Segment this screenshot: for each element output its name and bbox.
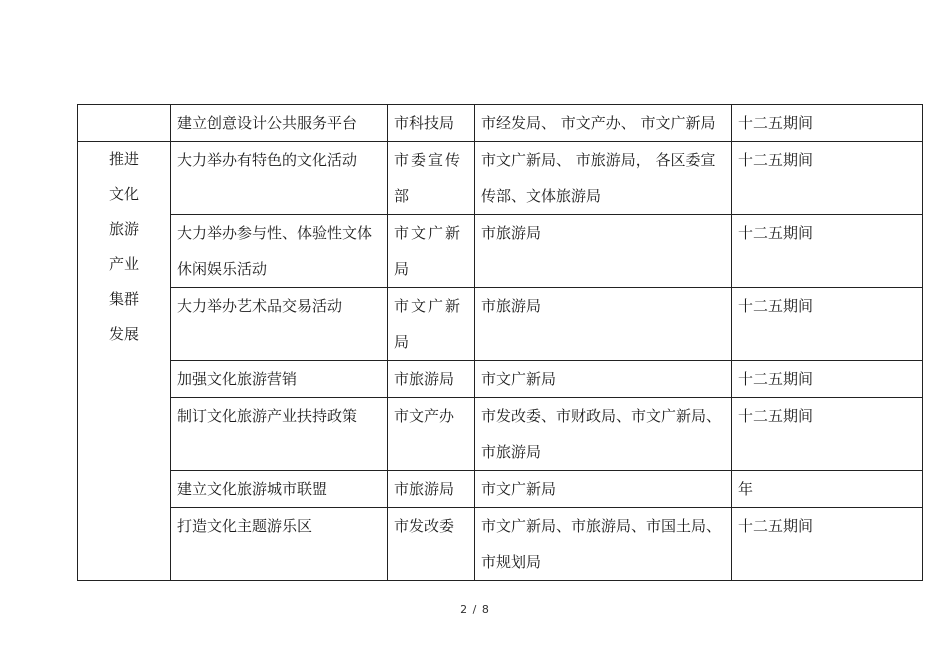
task-cell: 大力举办有特色的文化活动 xyxy=(171,142,388,215)
table-row xyxy=(78,288,923,361)
period-cell: 十二五期间 xyxy=(732,142,923,215)
task-cell: 加强文化旅游营销 xyxy=(171,361,388,398)
task-cell: 大力举办艺术品交易活动 xyxy=(171,288,388,361)
table-row xyxy=(78,361,923,398)
partner-units-cell: 市文广新局 xyxy=(475,471,732,508)
category-cell xyxy=(78,142,171,581)
period-cell: 十二五期间 xyxy=(732,361,923,398)
lead-unit-cell: 市旅游局 xyxy=(388,471,475,508)
partner-units-cell: 市文广新局 xyxy=(475,361,732,398)
task-cell: 大力举办参与性、体验性文体休闲娱乐活动 xyxy=(171,215,388,288)
table-row xyxy=(78,215,923,288)
task-cell: 建立文化旅游城市联盟 xyxy=(171,471,388,508)
task-cell: 制订文化旅游产业扶持政策 xyxy=(171,398,388,471)
page-indicator: 2 / 8 xyxy=(460,603,490,616)
period-cell: 年 xyxy=(732,471,923,508)
category-line: 文化 xyxy=(108,185,139,203)
table-row xyxy=(78,398,923,471)
lead-unit-cell: 市委宣传部 xyxy=(388,142,475,215)
category-line: 推进 xyxy=(108,150,139,168)
partner-units-cell: 市经发局、 市文产办、 市文广新局 xyxy=(475,105,732,142)
task-cell: 打造文化主题游乐区 xyxy=(171,508,388,581)
table-row xyxy=(78,105,923,142)
table-row xyxy=(78,508,923,581)
lead-unit-cell: 市文广新局 xyxy=(388,215,475,288)
period-cell: 十二五期间 xyxy=(732,215,923,288)
category-line: 产业 xyxy=(108,255,139,273)
category-line: 集群 xyxy=(108,290,139,308)
period-cell: 十二五期间 xyxy=(732,288,923,361)
lead-unit-cell: 市科技局 xyxy=(388,105,475,142)
table-row xyxy=(78,471,923,508)
lead-unit-cell: 市发改委 xyxy=(388,508,475,581)
partner-units-cell: 市旅游局 xyxy=(475,288,732,361)
lead-unit-cell: 市文产办 xyxy=(388,398,475,471)
partner-units-cell: 市文广新局、 市旅游局， 各区委宣传部、文体旅游局 xyxy=(475,142,732,215)
table-row xyxy=(78,142,923,215)
partner-units-cell: 市旅游局 xyxy=(475,215,732,288)
lead-unit-cell: 市文广新局 xyxy=(388,288,475,361)
period-cell: 十二五期间 xyxy=(732,508,923,581)
category-line: 发展 xyxy=(108,325,139,343)
category-cell xyxy=(78,105,171,142)
task-table xyxy=(77,104,923,581)
period-cell: 十二五期间 xyxy=(732,398,923,471)
partner-units-cell: 市文广新局、市旅游局、市国土局、市规划局 xyxy=(475,508,732,581)
category-line: 旅游 xyxy=(108,220,139,238)
lead-unit-cell: 市旅游局 xyxy=(388,361,475,398)
task-cell: 建立创意设计公共服务平台 xyxy=(171,105,388,142)
partner-units-cell: 市发改委、市财政局、市文广新局、市旅游局 xyxy=(475,398,732,471)
period-cell: 十二五期间 xyxy=(732,105,923,142)
